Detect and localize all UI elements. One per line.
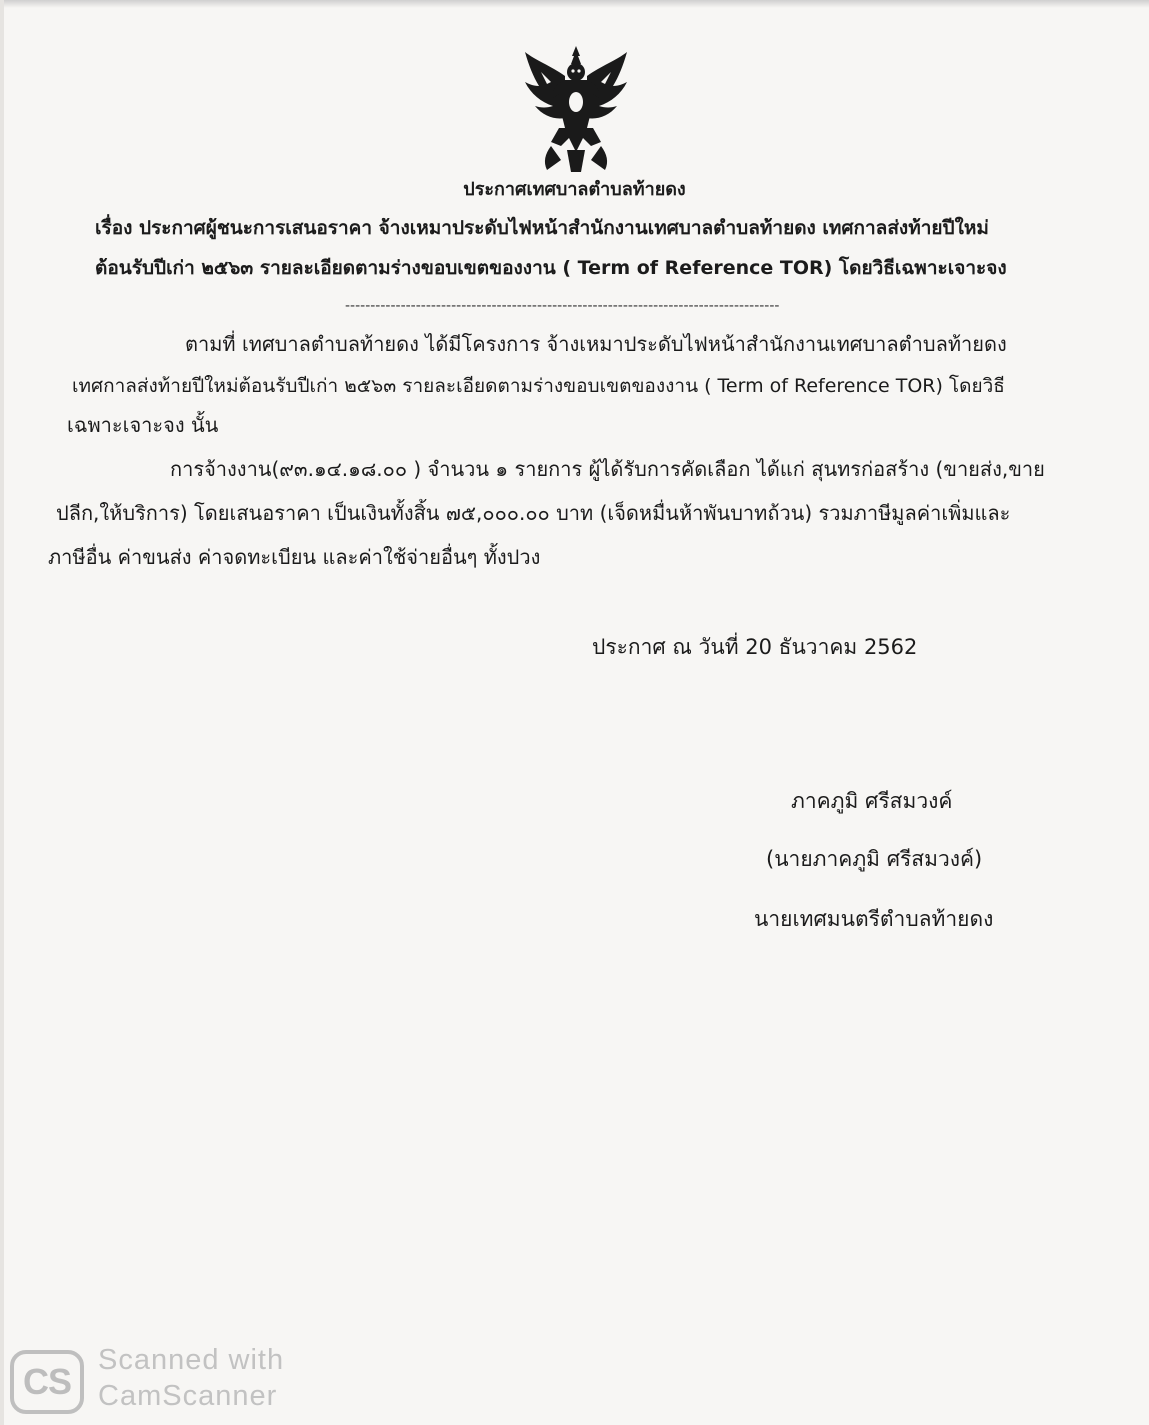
separator-rule: -------------------------------------------------------------------------------------- [345, 298, 780, 314]
signature-position: นายเทศมนตรีตำบลท้ายดง [754, 907, 994, 931]
announcement-date: ประกาศ ณ วันที่ 20 ธันวาคม 2562 [592, 635, 918, 659]
garuda-emblem-icon [521, 42, 631, 174]
paragraph-1-line-3: เฉพาะเจาะจง นั้น [67, 413, 219, 437]
subject-line-2: ต้อนรับปีเก่า ๒๕๖๓ รายละเอียดตามร่างขอบเขตของงาน ( Term of Reference TOR) โดยวิธีเฉพาะเจาะจง [95, 257, 1007, 279]
camscanner-watermark [8, 1342, 308, 1420]
watermark-line-1: Scanned with [98, 1344, 285, 1376]
signature-full-name: (นายภาคภูมิ ศรีสมวงค์) [766, 847, 983, 871]
paragraph-1-line-1: ตามที่ เทศบาลตำบลท้ายดง ได้มีโครงการ จ้างเหมาประดับไฟหน้าสำนักงานเทศบาลตำบลท้ายดง [185, 332, 1007, 356]
signature-name: ภาคภูมิ ศรีสมวงค์ [791, 789, 953, 813]
paragraph-1-line-2: เทศกาลส่งท้ายปีใหม่ต้อนรับปีเก่า ๒๕๖๓ รายละเอียดตามร่างขอบเขตของงาน ( Term of Reference TOR) โดยวิธี [72, 375, 1005, 397]
paragraph-2-line-2: ปลีก,ให้บริการ) โดยเสนอราคา เป็นเงินทั้งสิ้น ๗๕,๐๐๐.๐๐ บาท (เจ็ดหมื่นห้าพันบาทถ้วน) รวมภาษีมูลค่าเพิ่มและ [56, 501, 1011, 525]
paragraph-2-line-3: ภาษีอื่น ค่าขนส่ง ค่าจดทะเบียน และค่าใช้จ่ายอื่นๆ ทั้งปวง [48, 545, 541, 569]
watermark-line-2: CamScanner [98, 1380, 278, 1412]
scan-left-edge [0, 0, 4, 1425]
camscanner-logo-icon: CS [10, 1350, 84, 1414]
subject-line-1: เรื่อง ประกาศผู้ชนะการเสนอราคา จ้างเหมาประดับไฟหน้าสำนักงานเทศบาลตำบลท้ายดง เทศกาลส่งท้ายปีใหม่ [95, 217, 989, 239]
paragraph-2-line-1: การจ้างงาน(๙๓.๑๔.๑๘.๐๐ ) จำนวน ๑ รายการ ผู้ได้รับการคัดเลือก ได้แก่ สุนทรก่อสร้าง (ขายส่ง,ขาย [170, 457, 1045, 481]
scan-top-shadow [0, 0, 1149, 8]
document-title: ประกาศเทศบาลตำบลท้ายดง [463, 179, 686, 200]
